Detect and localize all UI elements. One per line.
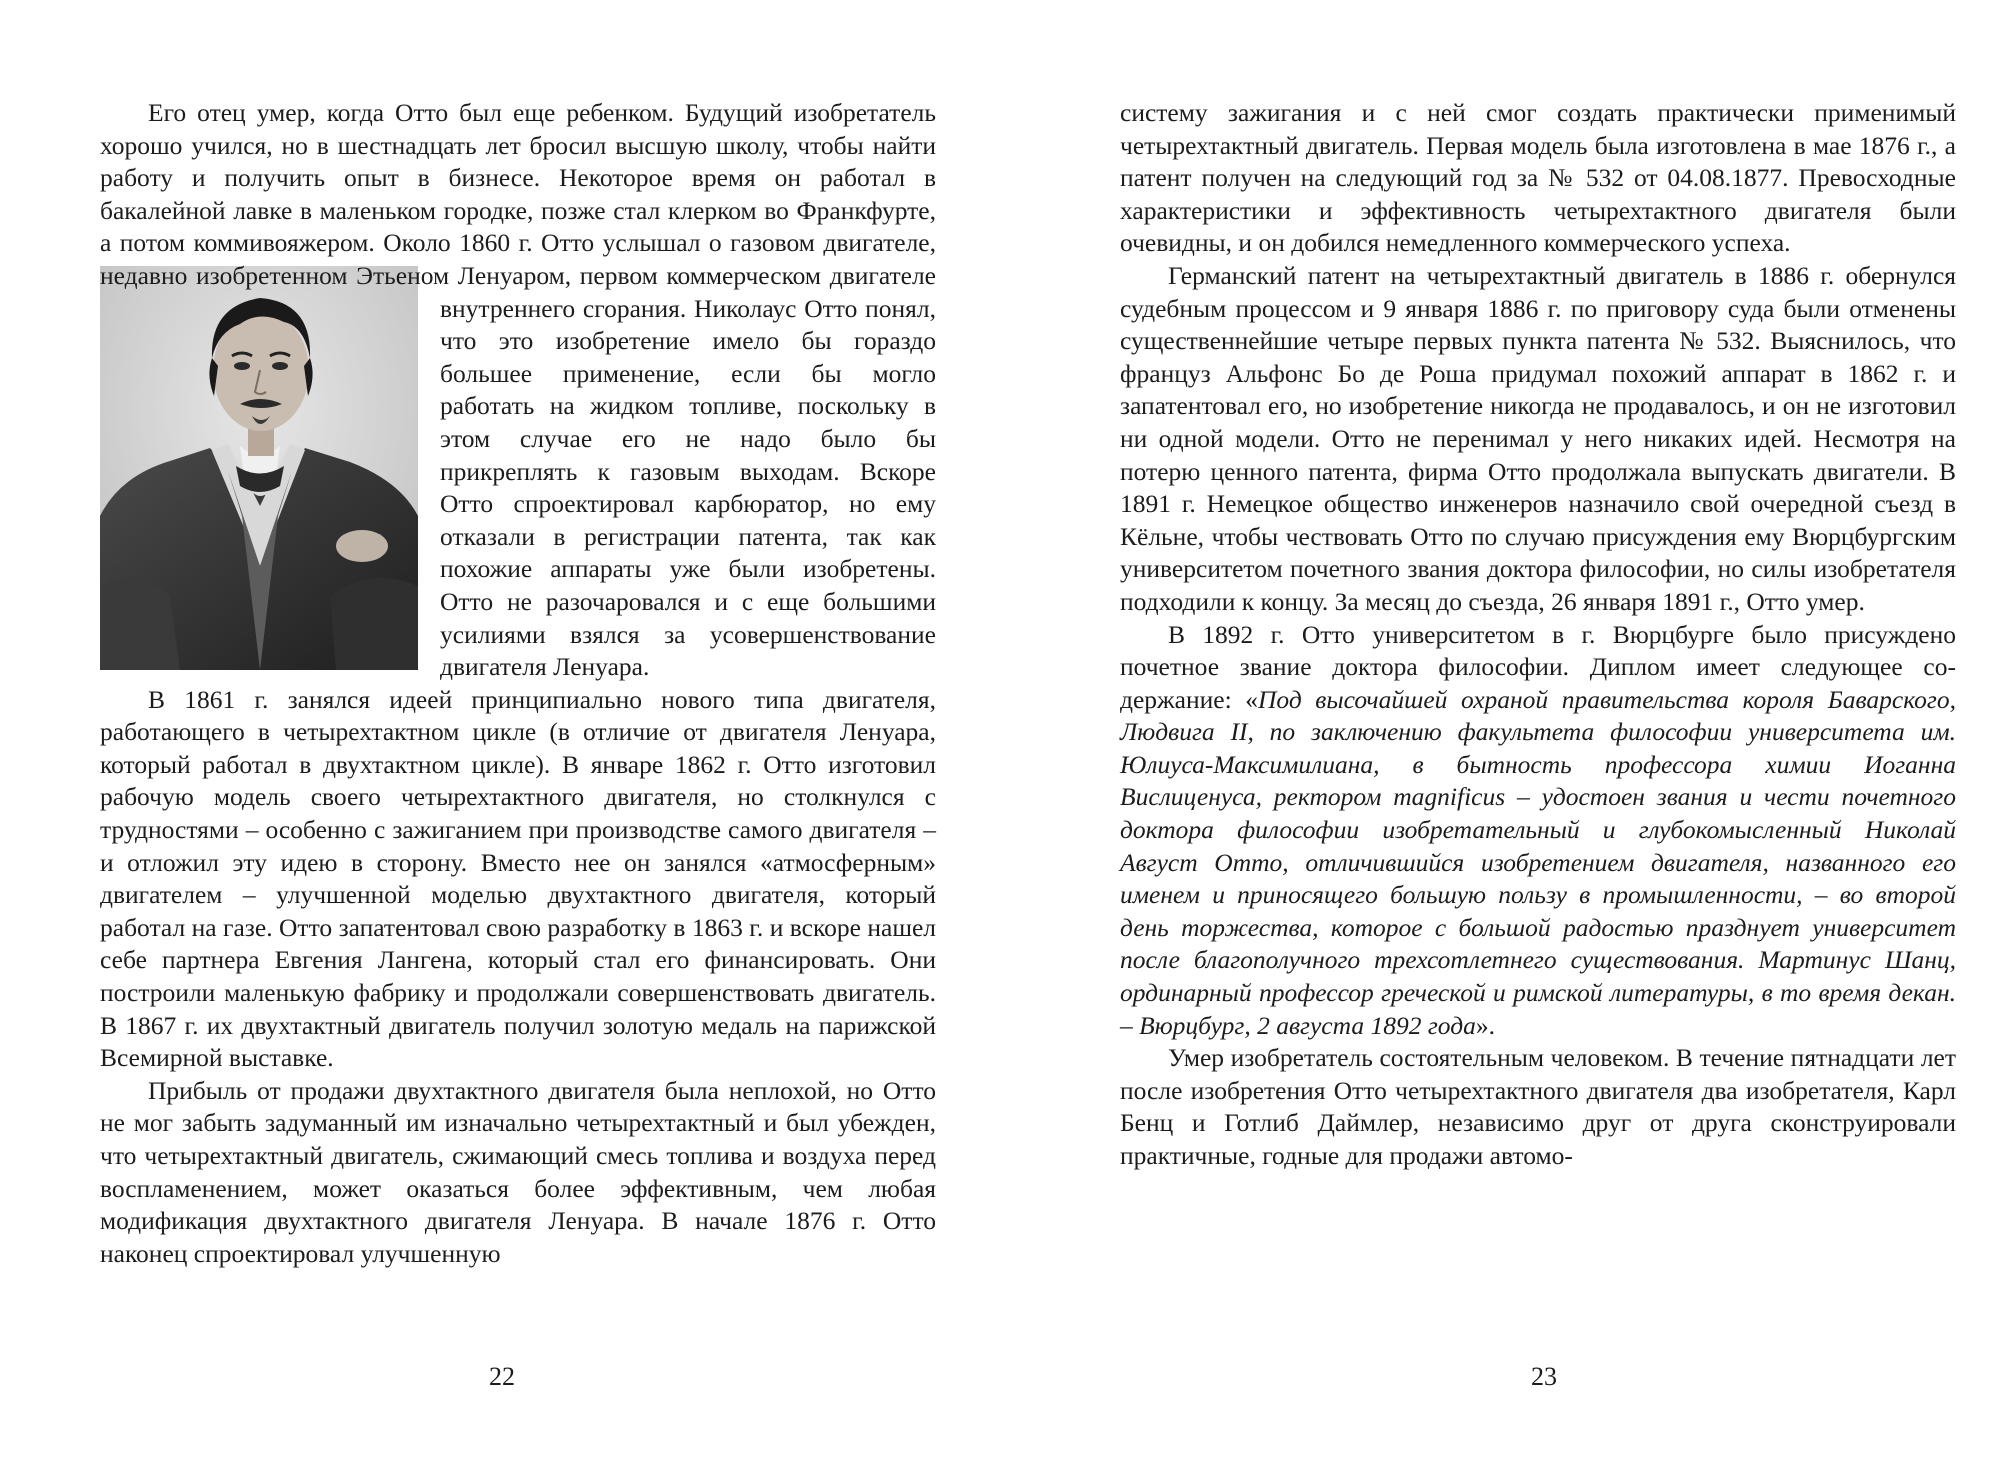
left-paragraph-1-part-a: Его отец умер, когда Отто был еще ребенком. Будущий изобретатель хорошо учился, но в шестнадцать лет бросил высшую школу, чтобы найти работу и получить опыт в бизнесе. Некоторое время он работал в бакалейной лавке в маленьком городке, позже стал клерком во Франкфурте, а потом коммивояжером. Около 1860 г. Отто услышал о газовом двигателе, недавно изобретенном Этьеном Ле [100,98,936,290]
right-paragraph-3 [1120,619,1956,1043]
left-paragraph-2: В 1861 г. занялся идеей принципиально нового типа двигателя, работающего в четырехтактном цикле (в отличие от двигателя Ленуара, который работал в двухтактном цикле). В январе 1862 г. Отто изготовил рабочую модель своего четырехтактного двигателя, но столкнулся с трудностями – особенно с зажиганием при производстве самого двигателя – и отложил эту идею в сторону. Вместо нее он занялся «атмосферным» двигателем – улучшенной моделью двухтактного двигателя, который работал на газе. Отто запатентовал свою разработку в 1863 г. и вскоре нашел себе партнера Евгения Лангена, который стал его финансировать. Они построили маленькую фабрику и продолжали совершенствовать двигатель. В 1867 г. их двухтактный двигатель получил золотую медаль на парижской Всемирной выставке. [100,684,936,1073]
left-paragraph-3: Прибыль от продажи двухтактного двигателя была неплохой, но Отто не мог забыть задуманный им изначально четырехтактный и был убежден, что четырехтактный двигатель, сжимающий смесь топлива и воздуха перед воспламенением, может оказаться более эффективным, чем любая модификация двухтактного двигателя Ленуара. В начале 1876 г. Отто наконец спроектировал улучшенную [100,1075,936,1268]
right-page-text [1120,97,1956,1173]
right-paragraph-4: Умер изобретатель состоятельным человеком. В течение пятнадцати лет после изобретения Отто четырехтактного двигателя два изобретателя, Карл Бенц и Готлиб Даймлер, независимо друг от друга сконструировали практичные, годные для продажи автомо- [1120,1043,1956,1170]
left-paragraph-1-part-b: нуаром, первом коммерческом двигателе внутреннего сгорания. Николаус Отто понял, что это изобретение имело бы гораздо большее применение, если бы могло работать на жидком топливе, поскольку в этом случае его не надо было бы прикреплять к газовым выходам. Вскоре Отто спроектировал карбюратор, но ему отказали в регистрации патента, так как похожие аппараты уже были изобретены. Отто не разочаровался и с еще большими усилиями взялся за усовершенствование двигателя Ленуара. [440,260,936,682]
left-paragraph-1 [100,97,936,684]
left-page-text [100,97,936,1270]
right-paragraph-1: систему зажигания и с ней смог создать практически применимый четырехтактный двигатель. Первая модель была изготовлена в мае 1876 г., а патент получен на следующий год за № 532 от 04.08.1877. Превосходные характеристики и эффективность четырехтактного двигателя были очевидны, и он добился немедленного коммерческого успеха. [1120,98,1956,258]
portrait-photo [100,266,418,670]
diploma-close: ». [1475,1010,1495,1040]
diploma-quote: Под высочайшей охраной правительства короля Баварского, Людвига II, по заключению факультета философии университета им. Юлиуса-Максимилиана, в бытность профессора химии Иоганна Вислиценуса, ректором magnificus – удостоен звания и чести почетного доктора философии изобретательный и глубокомысленный Николай Август Отто, отличившийся изобретением двигателя, названного его именем и приносящего большую пользу в промышленности, – во второй день торжества, которое с большой радостью празднует университет после благополучного трехсотлетнего существования. Мартинус Шанц, ординарный профессор греческой и римской литературы, в то время декан. – Вюрцбург, 2 августа 1892 года [1120,684,1956,1040]
right-page [1000,0,2000,1465]
right-paragraph-2: Германский патент на четырехтактный двигатель в 1886 г. обернулся судебным процессом и 9 января 1886 г. по приговору суда были отменены существеннейшие четыре первых пункта патента № 532. Выяснилось, что француз Альфонс Бо де Роша придумал похожий аппарат в 1862 г. и запатентовал его, но изобретение никогда не продавалось, и он не изготовил ни одной модели. Отто не перенимал у него никаких идей. Несмотря на потерю ценного патента, фирма Отто продолжала выпускать двигатели. В 1891 г. Немецкое общество инженеров назначило свой очередной съезд в Кёльне, чтобы чествовать Отто по случаю присуждения ему Вюрцбургским университетом почетного звания доктора философии, но силы изобретателя подходили к концу. За месяц до съезда, 26 января 1891 г., Отто умер. [1120,260,1956,616]
page-number-left: 22 [489,1362,515,1391]
diploma-intro: В 1892 г. Отто университетом в г. Вюрцбурге было присуждено почетное звание доктора философии. Диплом имеет следующее содержание: « [1120,619,1956,714]
page-number-right: 23 [1531,1362,1557,1391]
